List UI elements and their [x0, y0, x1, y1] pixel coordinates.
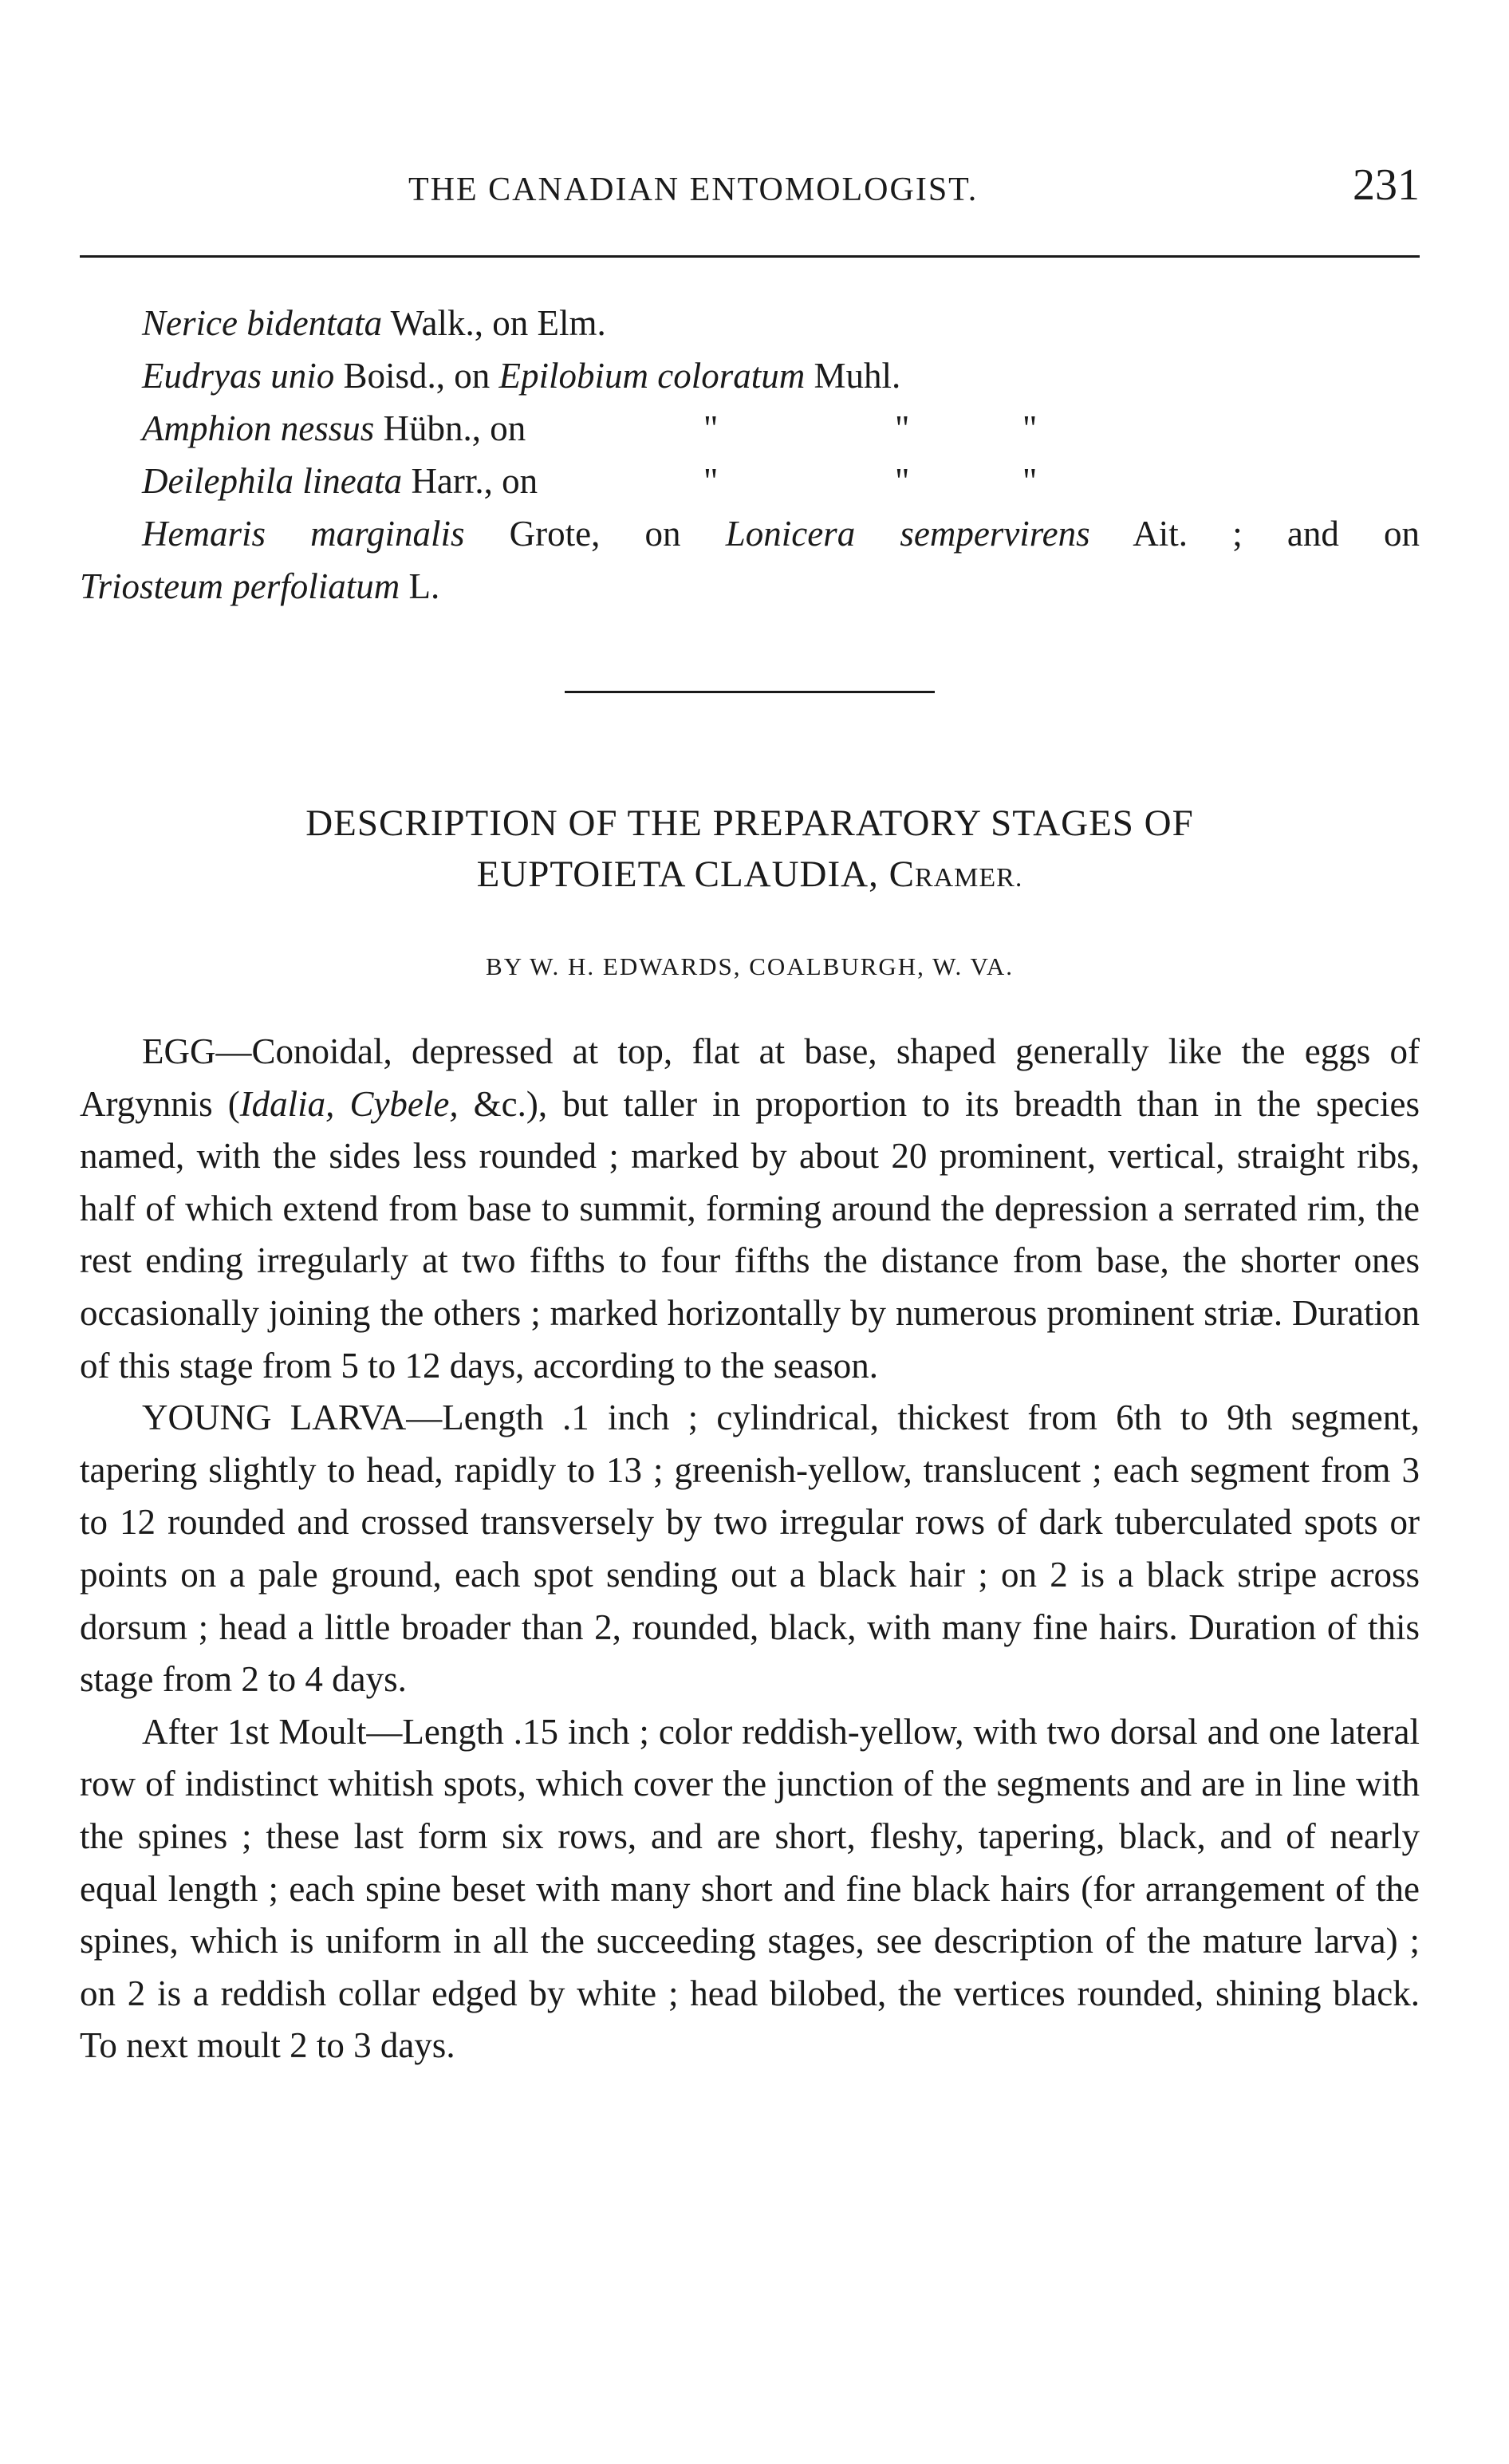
host-text: Ait. ; and on: [1089, 514, 1420, 554]
host-text: Hübn., on: [374, 408, 526, 448]
plant-name: Lonicera sempervirens: [725, 514, 1090, 554]
host-text: Walk., on Elm.: [382, 303, 606, 343]
egg-text: EGG—Conoidal, depressed at top, flat at base, shaped generally like the eggs of Argynnis (: [80, 1031, 1420, 1124]
ditto-mark: ": [895, 461, 910, 501]
host-text: Harr., on: [402, 461, 538, 501]
ditto-mark: ": [895, 408, 910, 448]
article-title-line-2: [80, 849, 1420, 904]
plant-name: Epilobium coloratum: [498, 356, 806, 396]
ditto-mark: ": [1022, 461, 1038, 501]
ditto-mark: ": [703, 408, 719, 448]
taxon-name: EUPTOIETA CLAUDIA,: [476, 854, 889, 895]
paragraph-young-larva: YOUNG LARVA—Length .1 inch ; cylindrical, thickest from 6th to 9th segment, tapering slightly to head, rapidly to 13 ; greenish-yellow, translucent ; each segment from 3 to 12 rounded and crossed transversely by two irregular rows of dark tuberculated spots or points on a pale ground, each spot sending out a black hair ; on 2 is a black stripe across dorsum ; head a little broader than 2, rounded, black, with many fine hairs. Duration of this stage from 2 to 4 days.: [80, 1398, 1420, 1700]
species-name: Hemaris marginalis: [142, 514, 465, 554]
section-divider: [565, 691, 935, 693]
ditto-mark: ": [1022, 408, 1038, 448]
author-name-smallcaps: RAMER.: [914, 863, 1023, 893]
ditto-mark: ": [703, 461, 719, 501]
host-text: Muhl.: [805, 356, 901, 396]
header-rule: [80, 255, 1420, 258]
host-line-1: [80, 297, 1420, 349]
journal-title: THE CANADIAN ENTOMOLOGIST.: [408, 171, 979, 208]
host-line-2: [80, 349, 1420, 402]
article-title-line-1: DESCRIPTION OF THE PREPARATORY STAGES OF: [305, 802, 1194, 844]
host-line-3: [80, 402, 1420, 455]
egg-text: &c.), but taller in proportion to its breadth than in the species named, with the sides less rounded ; marked by about 20 prominent, vertical, straight ribs, half of which extend from base to summit, forming around the depression a serrated rim, the rest ending irregularly at two fifths to four fifths the distance from base, the shorter ones occasionally joining the others ; marked horizontally by numerous prominent striæ. Duration of this stage from 5 to 12 days, according to the season.: [80, 1083, 1420, 1386]
journal-page: [80, 0, 1420, 2464]
running-head: [80, 160, 1420, 223]
species-name: Eudryas unio: [142, 356, 335, 396]
host-text: Boisd., on: [334, 356, 499, 396]
species-name: Deilephila lineata: [142, 461, 403, 501]
host-text: Grote, on: [464, 514, 726, 554]
host-line-4: [80, 455, 1420, 507]
author-initial: C: [888, 854, 915, 895]
species-name: Nerice bidentata: [142, 303, 383, 343]
byline: BY W. H. EDWARDS, COALBURGH, W. VA.: [486, 952, 1014, 980]
article-body: [80, 1026, 1420, 2072]
species-name: Amphion nessus: [142, 408, 375, 448]
egg-italic-text: Idalia, Cybele,: [239, 1083, 459, 1124]
host-plant-list: [80, 297, 1420, 613]
article-title: [80, 798, 1420, 904]
paragraph-first-moult: After 1st Moult—Length .15 inch ; color reddish-yellow, with two dorsal and one lateral row of indistinct whitish spots, which cover the junction of the segments and are in line with the spines ; these last form six rows, and are short, fleshy, tapering, black, and of nearly equal length ; each spine beset with many short and fine black hairs (for arrangement of the spines, which is uniform in all the succeeding stages, see description of the mature larva) ; on 2 is a reddish collar edged by white ; head bilobed, the vertices rounded, shining black. To next moult 2 to 3 days.: [80, 1711, 1420, 2066]
page-number: 231: [1353, 160, 1420, 210]
paragraph-egg: [80, 1026, 1420, 1392]
plant-name: Triosteum perfoliatum: [80, 566, 400, 606]
host-line-6: [80, 560, 1420, 613]
host-line-5: [80, 507, 1420, 560]
host-text: L.: [400, 566, 440, 606]
